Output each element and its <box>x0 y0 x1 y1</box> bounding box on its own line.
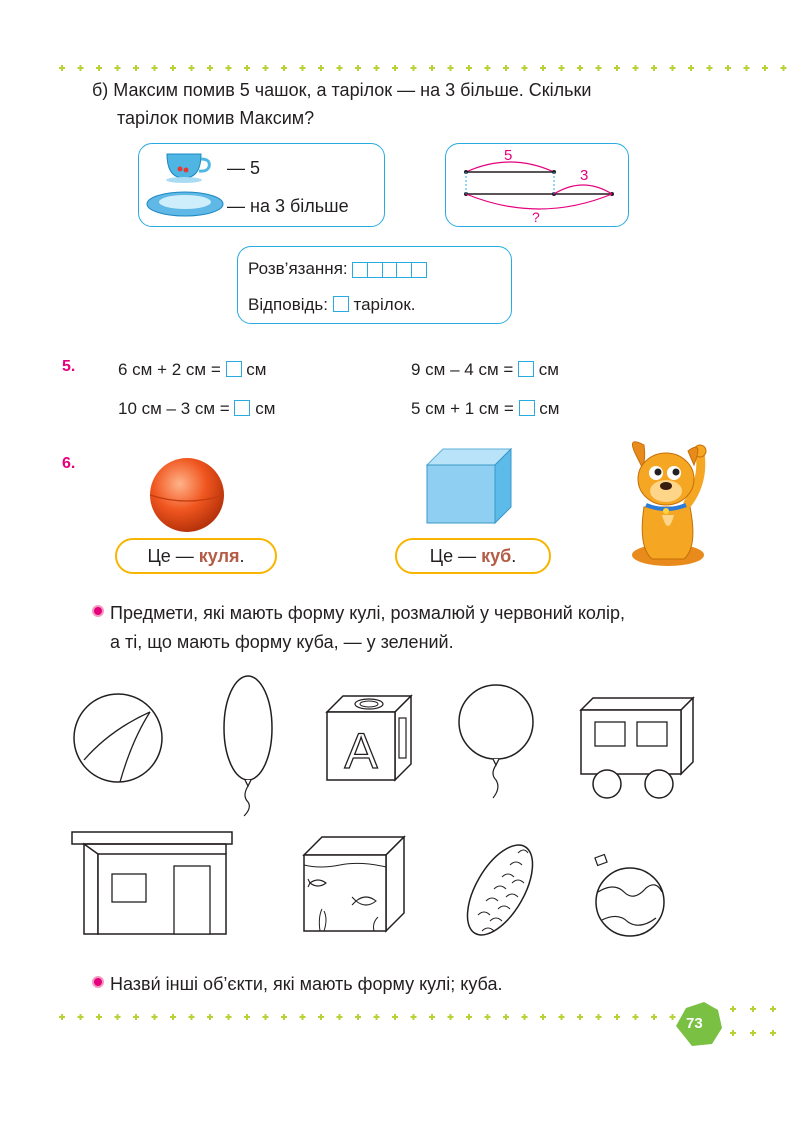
solution-boxes[interactable] <box>352 261 427 281</box>
sphere-caption-prefix: Це — <box>147 546 194 566</box>
page-number: 73 <box>686 1015 703 1032</box>
eq2-expression: 9 см – 4 см = <box>411 360 514 379</box>
eq3-expression: 10 см – 3 см = <box>118 399 230 418</box>
task5-eq1 <box>118 360 266 380</box>
diagram-label-right: 3 <box>580 167 589 184</box>
eq2-answer-box[interactable] <box>518 361 534 377</box>
cup-icon <box>161 148 217 184</box>
top-dots-divider <box>58 62 793 74</box>
dog-mascot-image <box>622 437 714 569</box>
answer-unit: тарілок. <box>353 295 416 314</box>
eq4-answer-box[interactable] <box>519 400 535 416</box>
diagram-label-top: 5 <box>504 147 513 164</box>
solution-answer-box <box>237 246 512 324</box>
problem-b-line1: б) Максим помив 5 чашок, а тарілок — на 3 більше. Скільки <box>92 80 592 100</box>
answer-label: Відповідь: <box>248 295 329 314</box>
beach-ball-drawing[interactable] <box>70 690 166 786</box>
cube-image <box>423 447 515 525</box>
segment-diagram-box <box>445 143 629 227</box>
plates-label: — на 3 більше <box>227 196 349 216</box>
eq1-unit: см <box>246 360 267 379</box>
cube-caption-period: . <box>511 546 517 566</box>
train-wagon-drawing[interactable] <box>575 696 697 800</box>
eq1-expression: 6 см + 2 см = <box>118 360 221 379</box>
pinecone-drawing[interactable] <box>460 835 540 945</box>
christmas-ornament-drawing[interactable] <box>590 852 670 938</box>
round-balloon-drawing[interactable] <box>453 682 539 800</box>
instruction-line1 <box>92 603 625 624</box>
letter-block-drawing[interactable] <box>323 692 415 784</box>
task5-number: 5. <box>62 358 76 375</box>
long-balloon-drawing[interactable] <box>220 672 276 820</box>
task6-number: 6. <box>62 455 76 472</box>
cups-plates-box <box>138 143 385 227</box>
sphere-caption-word: куля <box>198 546 240 566</box>
bullet-icon <box>92 976 104 988</box>
aquarium-drawing[interactable] <box>300 835 408 935</box>
eq3-unit: см <box>255 399 276 418</box>
house-drawing[interactable] <box>70 830 236 940</box>
sphere-caption-period: . <box>239 546 245 566</box>
solution-label: Розв’язання: <box>248 259 348 278</box>
instruction-line2: а ті, що мають форму куба, — у зелений. <box>110 632 454 652</box>
sphere-image <box>147 455 227 535</box>
sphere-caption <box>115 538 277 574</box>
eq4-expression: 5 см + 1 см = <box>411 399 514 418</box>
task5-eq4 <box>411 399 559 419</box>
bottom-instruction <box>92 974 502 995</box>
instruction-line1-text: Предмети, які мають форму кулі, розмалюй у червоний колір, <box>110 603 626 623</box>
diagram-label-bottom: ? <box>532 209 540 225</box>
cube-caption-word: куб <box>481 546 512 566</box>
block-letter: A <box>344 723 378 779</box>
cube-caption <box>395 538 551 574</box>
eq3-answer-box[interactable] <box>234 400 250 416</box>
task5-eq2 <box>411 360 559 380</box>
problem-b-line2: тарілок помив Максим? <box>117 108 315 128</box>
bottom-instruction-text: Назви́ інші об’єкти, які мають форму кулі; куба. <box>110 974 503 994</box>
cube-caption-prefix: Це — <box>429 546 477 566</box>
eq2-unit: см <box>538 360 559 379</box>
eq4-unit: см <box>539 399 560 418</box>
bullet-icon <box>92 605 104 617</box>
task5-eq3 <box>118 399 275 419</box>
plate-icon <box>145 190 225 218</box>
answer-box[interactable] <box>333 296 349 312</box>
eq1-answer-box[interactable] <box>226 361 242 377</box>
cups-label: — 5 <box>227 158 261 178</box>
bottom-dots-divider <box>58 1011 678 1023</box>
